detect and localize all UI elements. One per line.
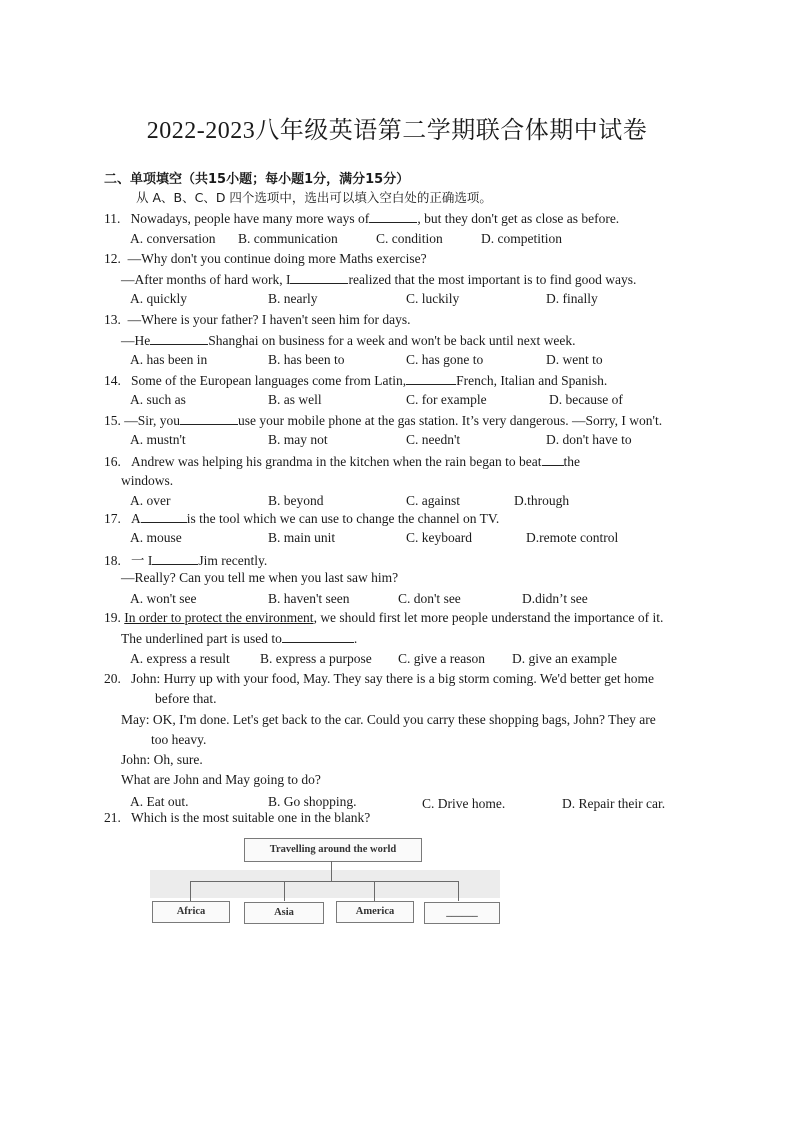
answer-blank bbox=[290, 271, 348, 284]
question-number: 14. bbox=[104, 373, 121, 388]
option-c: C. condition bbox=[376, 231, 443, 246]
option-d: D. competition bbox=[481, 231, 562, 246]
option-b: B. may not bbox=[268, 432, 328, 447]
option-b: B. Go shopping. bbox=[268, 794, 357, 809]
connector-line bbox=[458, 881, 459, 901]
option-b: B. nearly bbox=[268, 291, 318, 306]
question-20-line3: May: OK, I'm done. Let's get back to the car. Could you carry these shopping bags, John? They are bbox=[121, 712, 656, 727]
option-d: D. finally bbox=[546, 291, 598, 306]
option-a: A. has been in bbox=[130, 352, 208, 367]
question-20-line4: too heavy. bbox=[151, 732, 207, 747]
stem-text: use your mobile phone at the gas station. It’s very dangerous. —Sorry, I won't. bbox=[237, 413, 663, 428]
answer-blank bbox=[282, 630, 354, 643]
option-b: B. has been to bbox=[268, 352, 345, 367]
option-a: A. express a result bbox=[130, 651, 230, 666]
option-a: A. Eat out. bbox=[130, 794, 189, 809]
option-c: C. needn't bbox=[406, 432, 461, 447]
question-18-line2: —Really? Can you tell me when you last saw him? bbox=[121, 570, 399, 585]
diagram-child-africa: Africa bbox=[152, 901, 230, 923]
question-number: 20. bbox=[104, 671, 121, 686]
option-d: D. Repair their car. bbox=[562, 796, 666, 811]
stem-text: French, Italian and Spanish. bbox=[456, 373, 608, 388]
option-b: B. beyond bbox=[268, 493, 324, 508]
option-a: A. quickly bbox=[130, 291, 187, 306]
question-11-stem bbox=[104, 210, 619, 227]
question-number: 11. bbox=[104, 211, 121, 226]
stem-text: is the tool which we can use to change the channel on TV. bbox=[186, 511, 500, 526]
question-16-line2: windows. bbox=[121, 473, 174, 488]
question-20-line2: before that. bbox=[155, 691, 217, 706]
stem-text: Shanghai on business for a week and won't be back until next week. bbox=[208, 333, 576, 348]
option-a: A. over bbox=[130, 493, 171, 508]
option-a: A. conversation bbox=[130, 231, 216, 246]
question-19-line2 bbox=[121, 630, 357, 647]
stem-text: . bbox=[353, 631, 358, 646]
question-number: 19. bbox=[104, 610, 121, 625]
answer-blank bbox=[180, 412, 238, 425]
option-c: C. Drive home. bbox=[422, 796, 506, 811]
stem-text: 一 I bbox=[131, 553, 153, 568]
option-c: C. luckily bbox=[406, 291, 460, 306]
answer-blank bbox=[150, 332, 208, 345]
option-d: D.remote control bbox=[526, 530, 619, 545]
stem-text: —Sir, you bbox=[124, 413, 180, 428]
option-a: A. such as bbox=[130, 392, 186, 407]
answer-blank bbox=[141, 510, 187, 523]
stem-text: —Where is your father? I haven't seen him for days. bbox=[127, 312, 411, 327]
option-c: C. give a reason bbox=[398, 651, 485, 666]
question-16-stem bbox=[104, 453, 580, 470]
stem-text: Some of the European languages come from Latin, bbox=[131, 373, 407, 388]
question-number: 13. bbox=[104, 312, 121, 327]
connector-line bbox=[331, 861, 332, 881]
stem-text: Andrew was helping his grandma in the kitchen when the rain began to beat bbox=[131, 454, 542, 469]
question-12-line2 bbox=[121, 271, 636, 288]
option-b: B. haven't seen bbox=[268, 591, 350, 606]
diagram-child-blank: ______ bbox=[424, 902, 500, 924]
option-c: C. keyboard bbox=[406, 530, 472, 545]
stem-text: —Why don't you continue doing more Maths exercise? bbox=[127, 251, 427, 266]
stem-text: , we should first let more people understand the importance of it. bbox=[313, 610, 664, 625]
question-number: 21. bbox=[104, 810, 121, 825]
answer-blank bbox=[406, 372, 456, 385]
connector-line bbox=[284, 881, 285, 901]
question-15-stem bbox=[104, 412, 662, 429]
stem-text: Jim recently. bbox=[198, 553, 268, 568]
underlined-part: In order to protect the environment bbox=[124, 610, 314, 625]
question-17-stem bbox=[104, 510, 499, 527]
connector-line bbox=[190, 881, 458, 882]
option-d: D. because of bbox=[549, 392, 623, 407]
question-number: 17. bbox=[104, 511, 121, 526]
option-d: D.didn’t see bbox=[522, 591, 588, 606]
section-instruction: 从 A、B、C、D 四个选项中，选出可以填入空白处的正确选项。 bbox=[136, 190, 492, 205]
stem-text: Which is the most suitable one in the blank? bbox=[131, 810, 371, 825]
stem-text: Nowadays, people have many more ways of bbox=[130, 211, 370, 226]
question-number: 18. bbox=[104, 553, 121, 568]
option-a: A. mouse bbox=[130, 530, 182, 545]
question-19-stem bbox=[104, 610, 663, 626]
stem-text: —He bbox=[121, 333, 151, 348]
answer-blank bbox=[542, 453, 564, 466]
question-number: 15. bbox=[104, 413, 121, 428]
page-title: 2022-2023八年级英语第二学期联合体期中试卷 bbox=[146, 118, 648, 144]
question-12-line1 bbox=[104, 251, 427, 267]
question-20-line1 bbox=[104, 671, 654, 687]
question-13-line1 bbox=[104, 312, 410, 328]
answer-blank bbox=[369, 210, 417, 223]
scan-smudge bbox=[150, 870, 500, 898]
question-number: 12. bbox=[104, 251, 121, 266]
stem-text: the bbox=[563, 454, 581, 469]
stem-text: —After months of hard work, I bbox=[121, 272, 291, 287]
option-b: B. main unit bbox=[268, 530, 336, 545]
question-14-stem bbox=[104, 372, 607, 389]
option-d: D. give an example bbox=[512, 651, 617, 666]
section-heading: 二、单项填空（共15小题；每小题1分，满分15分） bbox=[104, 172, 410, 187]
tree-diagram bbox=[150, 834, 510, 926]
stem-text: realized that the most important is to find good ways. bbox=[348, 272, 637, 287]
option-c: C. has gone to bbox=[406, 352, 484, 367]
diagram-child-asia: Asia bbox=[244, 902, 324, 924]
question-number: 16. bbox=[104, 454, 121, 469]
option-a: A. won't see bbox=[130, 591, 197, 606]
option-d: D. don't have to bbox=[546, 432, 632, 447]
question-20-line5: John: Oh, sure. bbox=[121, 752, 203, 767]
question-13-line2 bbox=[121, 332, 575, 349]
question-20-line6: What are John and May going to do? bbox=[121, 772, 321, 787]
option-b: B. express a purpose bbox=[260, 651, 372, 666]
question-21-stem bbox=[104, 810, 370, 826]
stem-text: , but they don't get as close as before. bbox=[417, 211, 620, 226]
question-18-stem bbox=[104, 549, 267, 569]
option-d: D.through bbox=[514, 493, 570, 508]
stem-text: The underlined part is used to bbox=[121, 631, 282, 646]
answer-blank bbox=[152, 552, 198, 565]
stem-text: John: Hurry up with your food, May. They say there is a big storm coming. We'd better get home bbox=[131, 671, 654, 686]
option-b: B. communication bbox=[238, 231, 338, 246]
option-c: C. don't see bbox=[398, 591, 461, 606]
diagram-root-box: Travelling around the world bbox=[244, 838, 422, 862]
connector-line bbox=[374, 881, 375, 901]
option-b: B. as well bbox=[268, 392, 322, 407]
diagram-child-america: America bbox=[336, 901, 414, 923]
option-a: A. mustn't bbox=[130, 432, 186, 447]
stem-text: A bbox=[131, 511, 141, 526]
option-c: C. against bbox=[406, 493, 460, 508]
connector-line bbox=[190, 881, 191, 901]
option-d: D. went to bbox=[546, 352, 603, 367]
option-c: C. for example bbox=[406, 392, 487, 407]
